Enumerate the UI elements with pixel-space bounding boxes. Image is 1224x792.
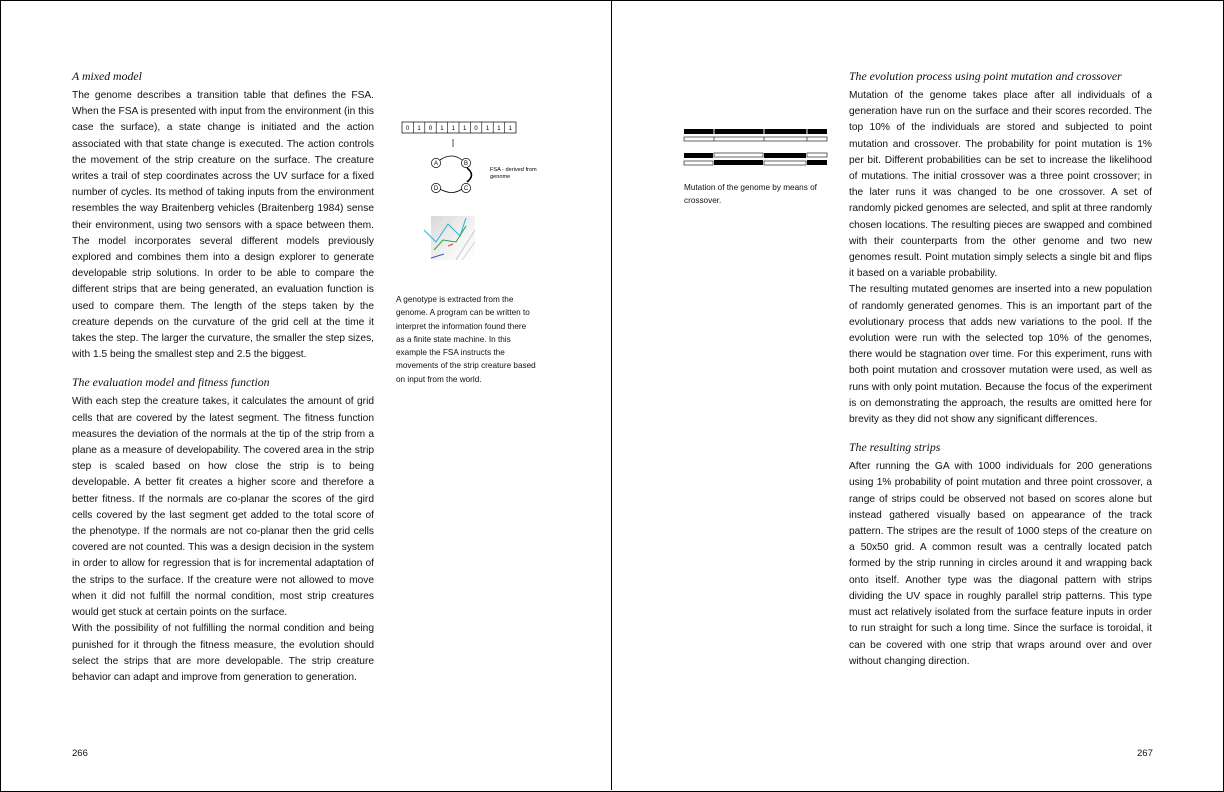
paragraph: With the possibility of not fulfilling the normal condition and being punished for it through the fitness measure, the evolution should select the strips that are more developable. The strip creature behavior can adapt and improve from generation to generation. <box>72 623 374 683</box>
genome-bit: 0 <box>474 126 478 132</box>
fsa-state-label: A <box>433 161 439 168</box>
crossover-figure <box>683 127 829 169</box>
genome-bit: 1 <box>497 126 501 132</box>
parent-genome-bars <box>684 129 827 141</box>
fsa-label-line2: genome <box>490 174 511 180</box>
genome-bit: 1 <box>463 126 467 132</box>
paragraph: The resulting mutated genomes are inserted into a new population of randomly generated genomes. This is an important part of the evolutionary process that adds new variations to the pool. If the evolution were run with the selected top 10% of the genomes, there would be stagnation over time. For this experiment, runs with both point mutation and crossover mutation were used, as well as runs with only point mutation. Because the focus of the experiment is on demonstrating the approach, the results are omitted here for brevity as they did not show any significant differences. <box>849 284 1152 426</box>
fsa-state-label: B <box>463 161 469 168</box>
fsa-state-label: C <box>463 186 469 193</box>
genome-bit: 1 <box>451 126 455 132</box>
crossover-figure-caption: Mutation of the genome by means of crossover. <box>684 183 817 206</box>
section-title-mixed-model: A mixed model <box>72 69 142 83</box>
genome-bit: 1 <box>417 126 421 132</box>
genome-bit: 1 <box>485 126 490 132</box>
genome-bit: 1 <box>440 126 444 132</box>
page-number-right: 267 <box>1137 748 1153 759</box>
right-page-text-column <box>849 68 1152 670</box>
fsa-diagram <box>431 156 471 193</box>
section-title-evaluation-model: The evaluation model and fitness function <box>72 375 270 390</box>
fsa-label-line1: FSA - derived from <box>490 167 537 173</box>
genome-bit: 0 <box>406 126 410 132</box>
paragraph: After running the GA with 1000 individuals for 200 generations using 1% probability of point mutation and three point crossover, a range of strips could be observed not based on scores alone but instead gathered visually based on appearance of the track pattern. The stripes are the result of 1000 steps of the creature on a 50x50 grid. A common result was a centrally located patch formed by the strip running in circles around it and wrapping back onto itself. Another type was the diagonal pattern with strips dividing the UV space in roughly parallel strip patterns. This type must act relatively isolated from the surface feature inputs in order to run straight for such a long time. Since the surface is toroidal, it can be covered with one strip that wraps around over and over without changing direction. <box>849 461 1152 667</box>
genome-bit: 0 <box>428 126 433 132</box>
paragraph: With each step the creature takes, it calculates the amount of grid cells that are covered by the latest segment. The fitness function measures the deviation of the normals at the tip of the strip from a plane as a measure of developability. The covered area in the strip step is scaled based on how close the strip is to being developable. A better fit creates a higher score and therefore a better fitness. If the normals are co-planar the scores of the gird cells covered by the last segment get added to the total score of the phenotype. If the normals are not co-planar then the grid cells covered are not counted. This was a design decision in the system in order to allow for regression that is for incremental adaptation of the strips to the surface. If the creature were not allowed to move when it did not fulfill the normal condition, most strip creatures would get stuck at certain points on the surface. <box>72 396 374 619</box>
section-title-evolution-process: The evolution process using point mutation and crossover <box>849 69 1122 83</box>
left-page-text-column <box>72 68 374 686</box>
genome-bit-string <box>402 122 516 133</box>
section-title-resulting-strips: The resulting strips <box>849 440 941 455</box>
offspring-genome-bars <box>684 153 827 165</box>
page-gutter <box>611 0 612 790</box>
genome-bit: 1 <box>508 126 512 132</box>
paragraph: Mutation of the genome takes place after all individuals of a generation have run on the surface and their scores recorded. The top 10% of the individuals are stored and subjected to point mutation and crossover. The probability for point mutation is 1% per bit. Different probabilities can be set to increase the likelihood of mutations. The initial crossover was a three point crossover; in the later runs it was changed to be one crossover. A set of randomly picked genomes are selected, and split at three randomly chosen locations. The resulting pieces are swapped and combined with their counterparts from the other genome and two new genomes result. Point mutation simply selects a single bit and flips it based on a variable probability. <box>849 90 1152 280</box>
genotype-figure-caption: A genotype is extracted from the genome. A program can be written to interpret the information found there as a finite state machine. In this example the FSA instructs the movements of the strip creature based on input from the world. <box>396 295 536 384</box>
page-number-left: 266 <box>72 748 88 759</box>
genotype-fsa-figure <box>396 118 556 266</box>
strip-render-thumbnail <box>424 216 475 260</box>
paragraph: The genome describes a transition table that defines the FSA. When the FSA is presented with input from the environment (in this case the surface), a state change is initiated and the action associated with that state change is executed. The action controls the movement of the strip creature on the surface. The creature writes a trail of step coordinates across the UV surface for a fixed number of cycles. Its method of taking inputs from the environment resembles the way Braitenberg vehicles (Braitenberg 1984) sense their environment, using two sensors with a space between them. The model incorporates several different models previously explored and combines them into a design explorer to generate developable strip solutions. In order to be able to compare the different strips that are being generated, an evaluation function is used to compare them. The length of the steps taken by the creature depends on the curvature of the grid cell at the time it takes the step. The larger the curvature, the smaller the step sizes, with 1.5 being the smallest step and 2.5 the biggest. <box>72 90 374 361</box>
fsa-state-label: D <box>433 186 439 193</box>
